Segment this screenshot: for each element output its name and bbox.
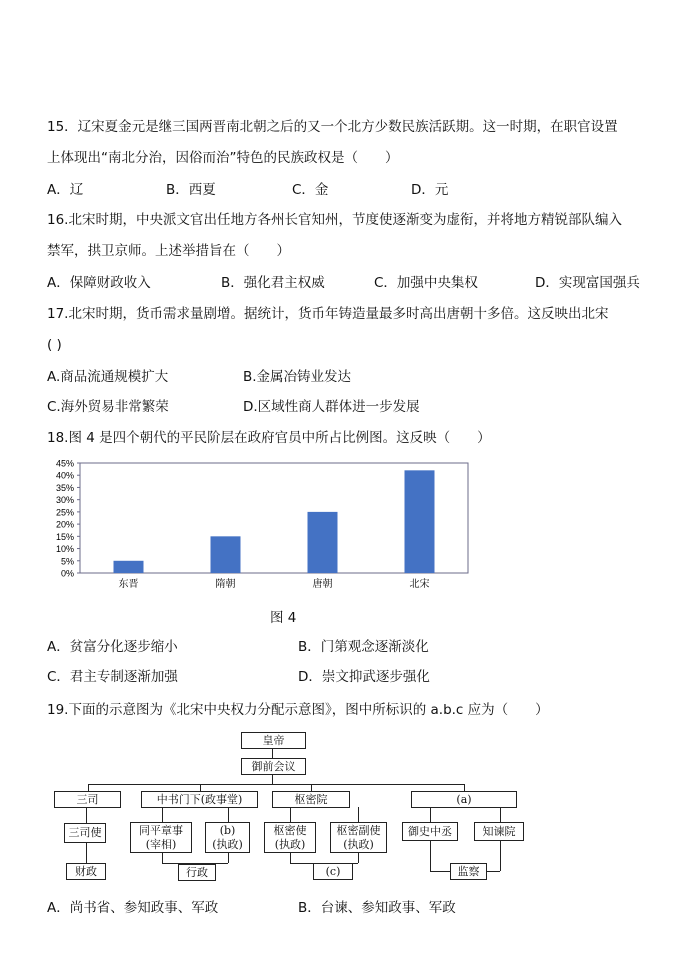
council-box: 御前会议 — [241, 758, 306, 775]
emperor-box: 皇帝 — [241, 732, 306, 749]
y-tick-label: 15% — [55, 531, 74, 542]
a-box: (a) — [411, 791, 517, 808]
q17-line2: ( ) — [47, 337, 62, 353]
shumishi-box — [264, 822, 316, 853]
q16-option-a: A．保障财政收入 — [47, 275, 151, 291]
q16-option-d: D．实现富国强兵 — [535, 275, 640, 291]
y-tick-label: 45% — [55, 458, 74, 469]
zhizheng-label-3: (执政) — [343, 837, 374, 851]
q15-line2: 上体现出“南北分治，因俗而治”特色的民族政权是（ ） — [47, 150, 399, 166]
bar-1 — [211, 536, 241, 573]
bar-chart — [40, 456, 475, 591]
zaixiang-label: (宰相) — [145, 837, 177, 851]
x-tick-label: 隋朝 — [215, 579, 236, 590]
q15-option-a: A．辽 — [47, 182, 84, 198]
q16-line2: 禁军，拱卫京师。上述举措旨在（ ） — [47, 243, 290, 259]
q19-option-a: A．尚书省、参知政事、军政 — [47, 900, 219, 916]
q18-line1: 18.图 4 是四个朝代的平民阶层在政府官员中所占比例图。这反映（ ） — [47, 430, 491, 446]
y-tick-label: 40% — [55, 470, 74, 481]
sansishi-box: 三司使 — [64, 823, 106, 843]
q19-line1: 19.下面的示意图为《北宋中央权力分配示意图》，图中所标识的 a.b.c 应为（ ） — [47, 702, 549, 718]
sansi-box: 三司 — [54, 791, 121, 808]
bar-0 — [114, 561, 144, 573]
q18-option-d: D．崇文抑武逐步强化 — [298, 669, 430, 685]
q16-line1: 16.北宋时期，中央派文官出任地方各州长官知州，节度使逐渐变为虚衔，并将地方精锐部队编入 — [47, 212, 622, 228]
y-tick-label: 30% — [55, 495, 74, 506]
shumishi-label: 枢密使 — [273, 823, 307, 837]
bar-3 — [405, 470, 435, 573]
q17-option-b: B.金属冶铸业发达 — [243, 369, 352, 385]
q17-option-d: D.区域性商人群体进一步发展 — [243, 399, 420, 415]
q18-option-a: A．贫富分化逐步缩小 — [47, 639, 178, 655]
x-tick-label: 北宋 — [409, 579, 430, 590]
q15-option-d: D．元 — [411, 182, 449, 198]
y-tick-label: 35% — [55, 482, 74, 493]
figure-caption: 图 4 — [270, 610, 297, 626]
b-label: (b) — [219, 823, 236, 837]
q15-line1: 15．辽宋夏金元是继三国两晋南北朝之后的又一个北方少数民族活跃期。这一时期，在职官设置 — [47, 119, 618, 135]
x-tick-label: 东晋 — [118, 579, 139, 590]
shumi-box: 枢密院 — [272, 791, 350, 808]
q16-option-c: C．加强中央集权 — [374, 275, 478, 291]
tongping-box — [130, 822, 192, 853]
x-tick-label: 唐朝 — [312, 579, 333, 590]
b-box — [205, 822, 250, 853]
y-tick-label: 0% — [60, 568, 74, 579]
q18-option-b: B．门第观念逐渐淡化 — [298, 639, 429, 655]
yushi-box: 御史中丞 — [402, 822, 458, 841]
zhijian-box: 知谏院 — [474, 822, 524, 841]
zhongshu-box: 中书门下(政事堂) — [141, 791, 258, 808]
zhizheng-label-1: (执政) — [212, 837, 243, 851]
tongping-label: 同平章事 — [139, 823, 183, 837]
q16-option-b: B．强化君主权威 — [221, 275, 325, 291]
q15-option-c: C．金 — [292, 182, 329, 198]
shumifushi-box — [330, 822, 387, 853]
q17-option-c: C.海外贸易非常繁荣 — [47, 399, 169, 415]
y-tick-label: 5% — [60, 556, 74, 567]
y-tick-label: 20% — [55, 519, 74, 530]
y-tick-label: 25% — [55, 507, 74, 518]
q19-option-b: B．台谏、参知政事、军政 — [298, 900, 456, 916]
zhizheng-label-2: (执政) — [274, 837, 306, 851]
q17-option-a: A.商品流通规模扩大 — [47, 369, 169, 385]
q18-option-c: C．君主专制逐渐加强 — [47, 669, 178, 685]
bar-2 — [308, 512, 338, 573]
caizheng-box: 财政 — [66, 863, 106, 880]
jiancha-box: 监察 — [450, 863, 487, 880]
c-box: (c) — [313, 863, 353, 880]
q17-line1: 17.北宋时期，货币需求量剧增。据统计，货币年铸造量最多时高出唐朝十多倍。这反映出北宋 — [47, 306, 609, 322]
y-tick-label: 10% — [55, 544, 74, 555]
shumifushi-label: 枢密副使 — [336, 823, 381, 837]
q15-option-b: B．西夏 — [166, 182, 216, 198]
xingzheng-box: 行政 — [178, 864, 216, 881]
